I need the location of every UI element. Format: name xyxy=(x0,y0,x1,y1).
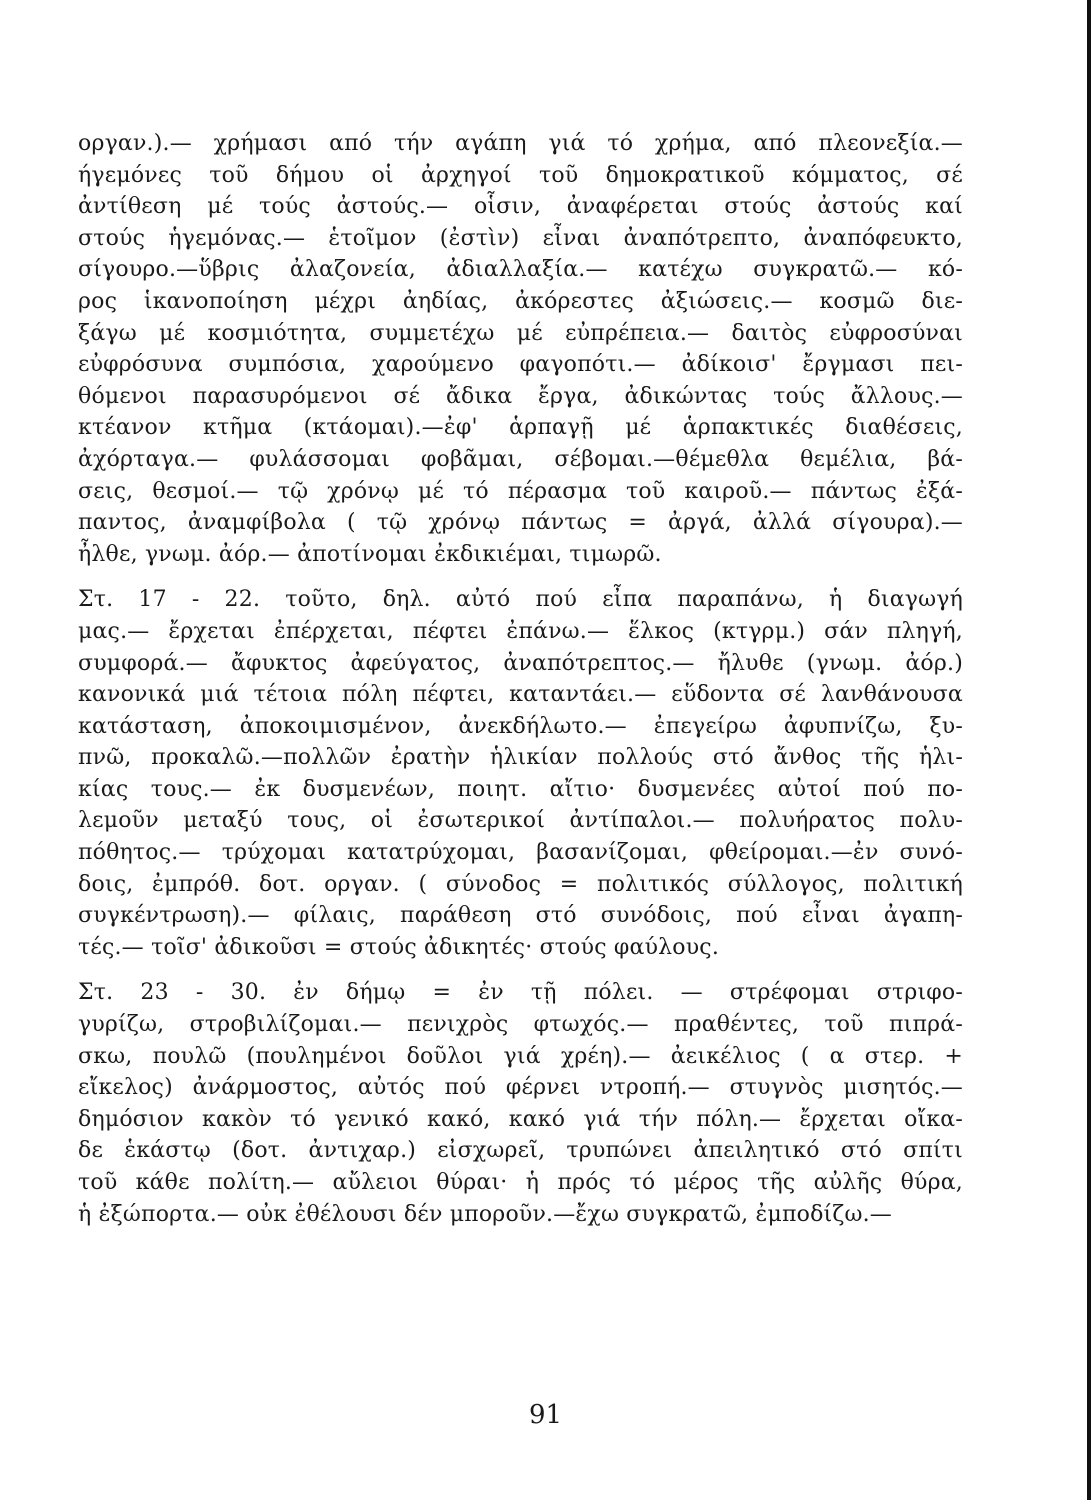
text-line: οργαν.).— χρήμασι από τήν αγάπη γιά τό χρήμα, από πλεονεξία.— xyxy=(78,131,963,156)
text-line: σίγουρο.—ὕβρις ἀλαζονεία, ἀδιαλλαξία.— κατέχω συγκρατῶ.— κό- xyxy=(78,257,963,283)
text-line: πνῶ, προκαλῶ.—πολλῶν ἐρατὴν ἡλικίαν πολλούς στό ἄνθος τῆς ἡλι- xyxy=(78,745,963,771)
text-line: δοις, ἐμπρόθ. δοτ. οργαν. ( σύνοδος = πολιτικός σύλλογος, πολιτική xyxy=(78,871,963,897)
paragraph-lines-17-22 xyxy=(78,584,963,963)
text-line: τές.— τοῖσ' ἀδικοῦσι = στούς ἀδικητές· στούς φαύλους. xyxy=(78,934,720,960)
text-line: κανονικά μιά τέτοια πόλη πέφτει, καταντάει.— εὕδοντα σέ λανθάνουσα xyxy=(78,682,963,708)
text-line: Στ. 17 - 22. τοῦτο, δηλ. αὐτό πού εἶπα παραπάνω, ἡ διαγωγή xyxy=(78,587,963,613)
text-line: ἡ ἐξώπορτα.— οὐκ ἐθέλουσι δέν μποροῦν.—ἔχω συγκρατῶ, ἐμποδίζω.— xyxy=(78,1201,893,1227)
text-line: θόμενοι παρασυρόμενοι σέ ἄδικα ἔργα, ἀδικώντας τούς ἄλλους.— xyxy=(78,383,963,409)
text-line: ἀχόρταγα.— φυλάσσομαι φοβᾶμαι, σέβομαι.—θέμεθλα θεμέλια, βά- xyxy=(78,446,963,472)
text-line: μας.— ἔρχεται ἐπέρχεται, πέφτει ἐπάνω.— ἕλκος (κτγρμ.) σάν πληγή, xyxy=(78,618,963,644)
commentary-text-block xyxy=(78,128,963,1230)
paragraph-spacer xyxy=(78,963,963,977)
text-line: συγκέντρωση).— φίλαις, παράθεση στό συνόδοις, πού εἶναι ἀγαπη- xyxy=(78,903,963,929)
text-line: εὐφρόσυνα συμπόσια, χαρούμενο φαγοπότι.— ἀδίκοισ' ἔργμασι πει- xyxy=(78,352,963,378)
text-line: ἦλθε, γνωμ. ἀόρ.— ἀποτίνομαι ἐκδικιέμαι, τιμωρῶ. xyxy=(78,541,662,567)
text-line: δημόσιον κακὸν τό γενικό κακό, κακό γιά τήν πόλη.— ἔρχεται οἴκα- xyxy=(78,1106,963,1132)
text-line: σεις, θεσμοί.— τῷ χρόνῳ μέ τό πέρασμα τοῦ καιροῦ.— πάντως ἐξά- xyxy=(78,478,963,504)
text-line: ήγεμόνες τοῦ δήμου οἱ ἀρχηγοί τοῦ δημοκρατικοῦ κόμματος, σέ xyxy=(78,162,963,188)
text-line: ἀντίθεση μέ τούς ἀστούς.— οἷσιν, ἀναφέρεται στούς ἀστούς καί xyxy=(78,194,963,220)
text-line: δε ἑκάστῳ (δοτ. ἀντιχαρ.) εἰσχωρεῖ, τρυπώνει ἀπειλητικό στό σπίτι xyxy=(78,1138,963,1164)
text-line: ξάγω μέ κοσμιότητα, συμμετέχω μέ εὐπρέπεια.— δαιτὸς εὐφροσύναι xyxy=(78,320,963,346)
text-line: εἴκελος) ἀνάρμοστος, αὐτός πού φέρνει ντροπή.— στυγνὸς μισητός.— xyxy=(78,1075,963,1101)
text-line: κτέανον κτῆμα (κτάομαι).—ἐφ' ἁρπαγῇ μέ ἁρπακτικές διαθέσεις, xyxy=(78,415,963,441)
text-line: στούς ἡγεμόνας.— ἑτοῖμον (ἐστὶν) εἶναι ἀναπότρεπτο, ἀναπόφευκτο, xyxy=(78,225,963,251)
text-line: λεμοῦν μεταξύ τους, οἱ ἐσωτερικοί ἀντίπαλοι.— πολυήρατος πολυ- xyxy=(78,808,963,834)
text-line: συμφορά.— ἄφυκτος ἀφεύγατος, ἀναπότρεπτος.— ἤλυθε (γνωμ. ἀόρ.) xyxy=(78,650,963,676)
text-line: Στ. 23 - 30. ἐν δήμῳ = ἐν τῇ πόλει. — στρέφομαι στριφο- xyxy=(78,980,963,1006)
text-line: πόθητος.— τρύχομαι κατατρύχομαι, βασανίζομαι, φθείρομαι.—ἐν συνό- xyxy=(78,840,963,866)
paragraph-spacer xyxy=(78,570,963,584)
text-line: κατάσταση, ἀποκοιμισμένον, ἀνεκδήλωτο.— ἐπεγείρω ἀφυπνίζω, ξυ- xyxy=(78,713,963,739)
text-line: τοῦ κάθε πολίτη.— αὔλειοι θύραι· ἡ πρός τό μέρος τῆς αὐλῆς θύρα, xyxy=(78,1170,963,1195)
paragraph-lines-23-30 xyxy=(78,977,963,1230)
text-line: παντος, ἀναμφίβολα ( τῷ χρόνῳ πάντως = ἀργά, ἀλλά σίγουρα).— xyxy=(78,510,963,536)
page-edge-border xyxy=(1087,0,1091,1500)
text-line: σκω, πουλῶ (πουλημένοι δοῦλοι γιά χρέη).— ἀεικέλιος ( α στερ. + xyxy=(78,1043,963,1069)
text-line: κίας τους.— ἐκ δυσμενέων, ποιητ. αἴτιο· δυσμενέες αὐτοί πού πο- xyxy=(78,776,963,802)
paragraph-commentary-1 xyxy=(78,128,963,570)
text-line: ρος ἱκανοποίηση μέχρι ἀηδίας, ἀκόρεστες ἀξιώσεις.— κοσμῶ διε- xyxy=(78,288,963,314)
text-line: γυρίζω, στροβιλίζομαι.— πενιχρὸς φτωχός.— πραθέντες, τοῦ πιπρά- xyxy=(78,1012,963,1038)
page-number: 91 xyxy=(528,1400,563,1430)
